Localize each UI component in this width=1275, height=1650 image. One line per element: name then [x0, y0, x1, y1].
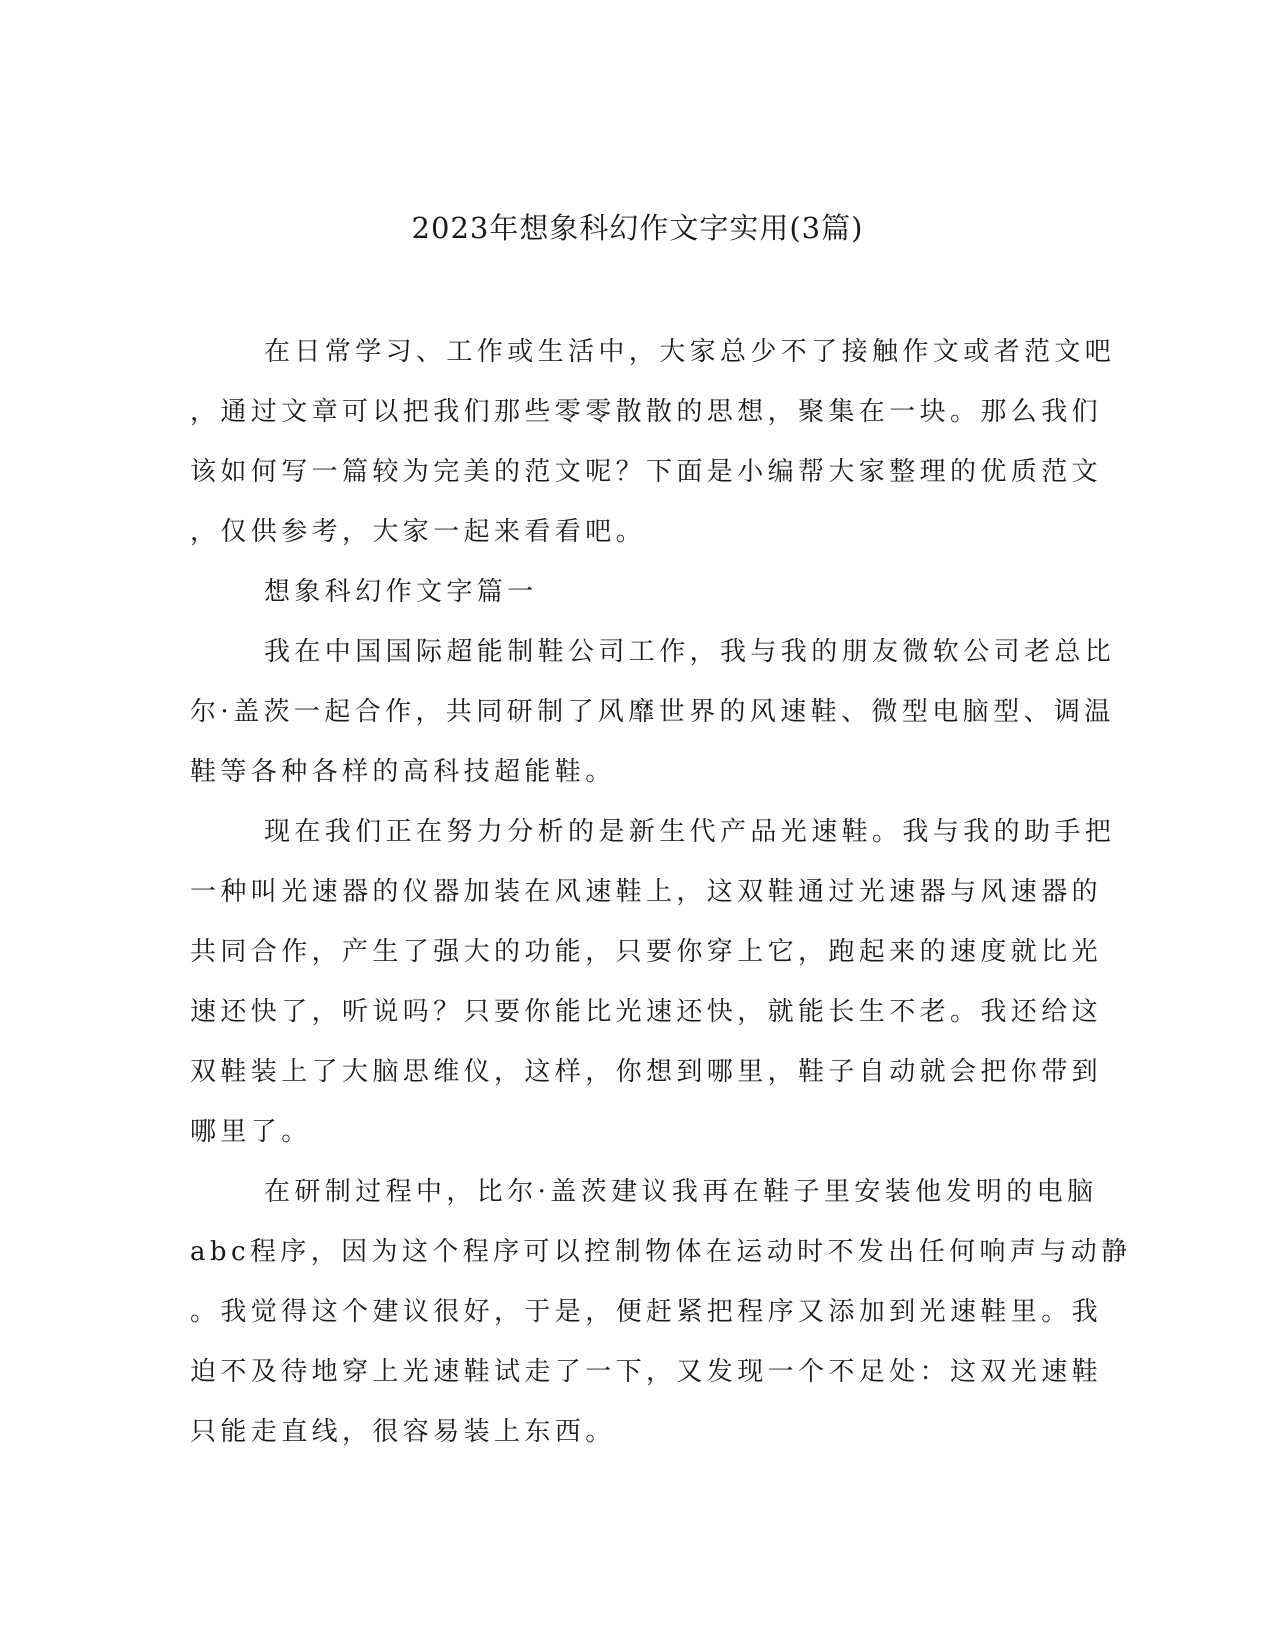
- paragraph-intro: [190, 322, 1116, 562]
- section-heading: 想象科幻作文字篇一: [264, 577, 538, 607]
- document-body: [190, 322, 1132, 1462]
- text-line: abc程序，因为这个程序可以控制物体在运动时不发出任何响声与动静: [190, 1237, 1132, 1267]
- text-line: 只能走直线，很容易装上东西。: [190, 1417, 616, 1447]
- text-line: 速还快了，听说吗？只要你能比光速还快，就能长生不老。我还给这: [190, 997, 1103, 1027]
- text-line: 该如何写一篇较为完美的范文呢？下面是小编帮大家整理的优质范文: [190, 457, 1103, 487]
- text-line: 鞋等各种各样的高科技超能鞋。: [190, 757, 616, 787]
- document-title: 2023年想象科幻作文字实用(3篇): [411, 211, 864, 245]
- text-line: 我在中国国际超能制鞋公司工作，我与我的朋友微软公司老总比: [264, 637, 1116, 667]
- paragraph: [190, 1162, 1132, 1462]
- text-line: ，通过文章可以把我们那些零零散散的思想，聚集在一块。那么我们: [190, 397, 1103, 427]
- paragraph: [190, 622, 1116, 802]
- text-line: 双鞋装上了大脑思维仪，这样，你想到哪里，鞋子自动就会把你带到: [190, 1057, 1103, 1087]
- text-line: 尔·盖茨一起合作，共同研制了风靡世界的风速鞋、微型电脑型、调温: [190, 697, 1115, 727]
- text-line: 哪里了。: [190, 1117, 312, 1147]
- text-line: ，仅供参考，大家一起来看看吧。: [190, 517, 647, 547]
- text-line: 。我觉得这个建议很好，于是，便赶紧把程序又添加到光速鞋里。我: [190, 1297, 1103, 1327]
- text-line: 在研制过程中，比尔·盖茨建议我再在鞋子里安装他发明的电脑: [264, 1177, 1098, 1207]
- text-line: 在日常学习、工作或生活中，大家总少不了接触作文或者范文吧: [264, 337, 1116, 367]
- text-line: 迫不及待地穿上光速鞋试走了一下，又发现一个不足处：这双光速鞋: [190, 1357, 1103, 1387]
- text-line: 现在我们正在努力分析的是新生代产品光速鞋。我与我的助手把: [264, 817, 1116, 847]
- text-line: 共同合作，产生了强大的功能，只要你穿上它，跑起来的速度就比光: [190, 937, 1103, 967]
- text-line: 一种叫光速器的仪器加装在风速鞋上，这双鞋通过光速器与风速器的: [190, 877, 1103, 907]
- paragraph: [190, 802, 1116, 1162]
